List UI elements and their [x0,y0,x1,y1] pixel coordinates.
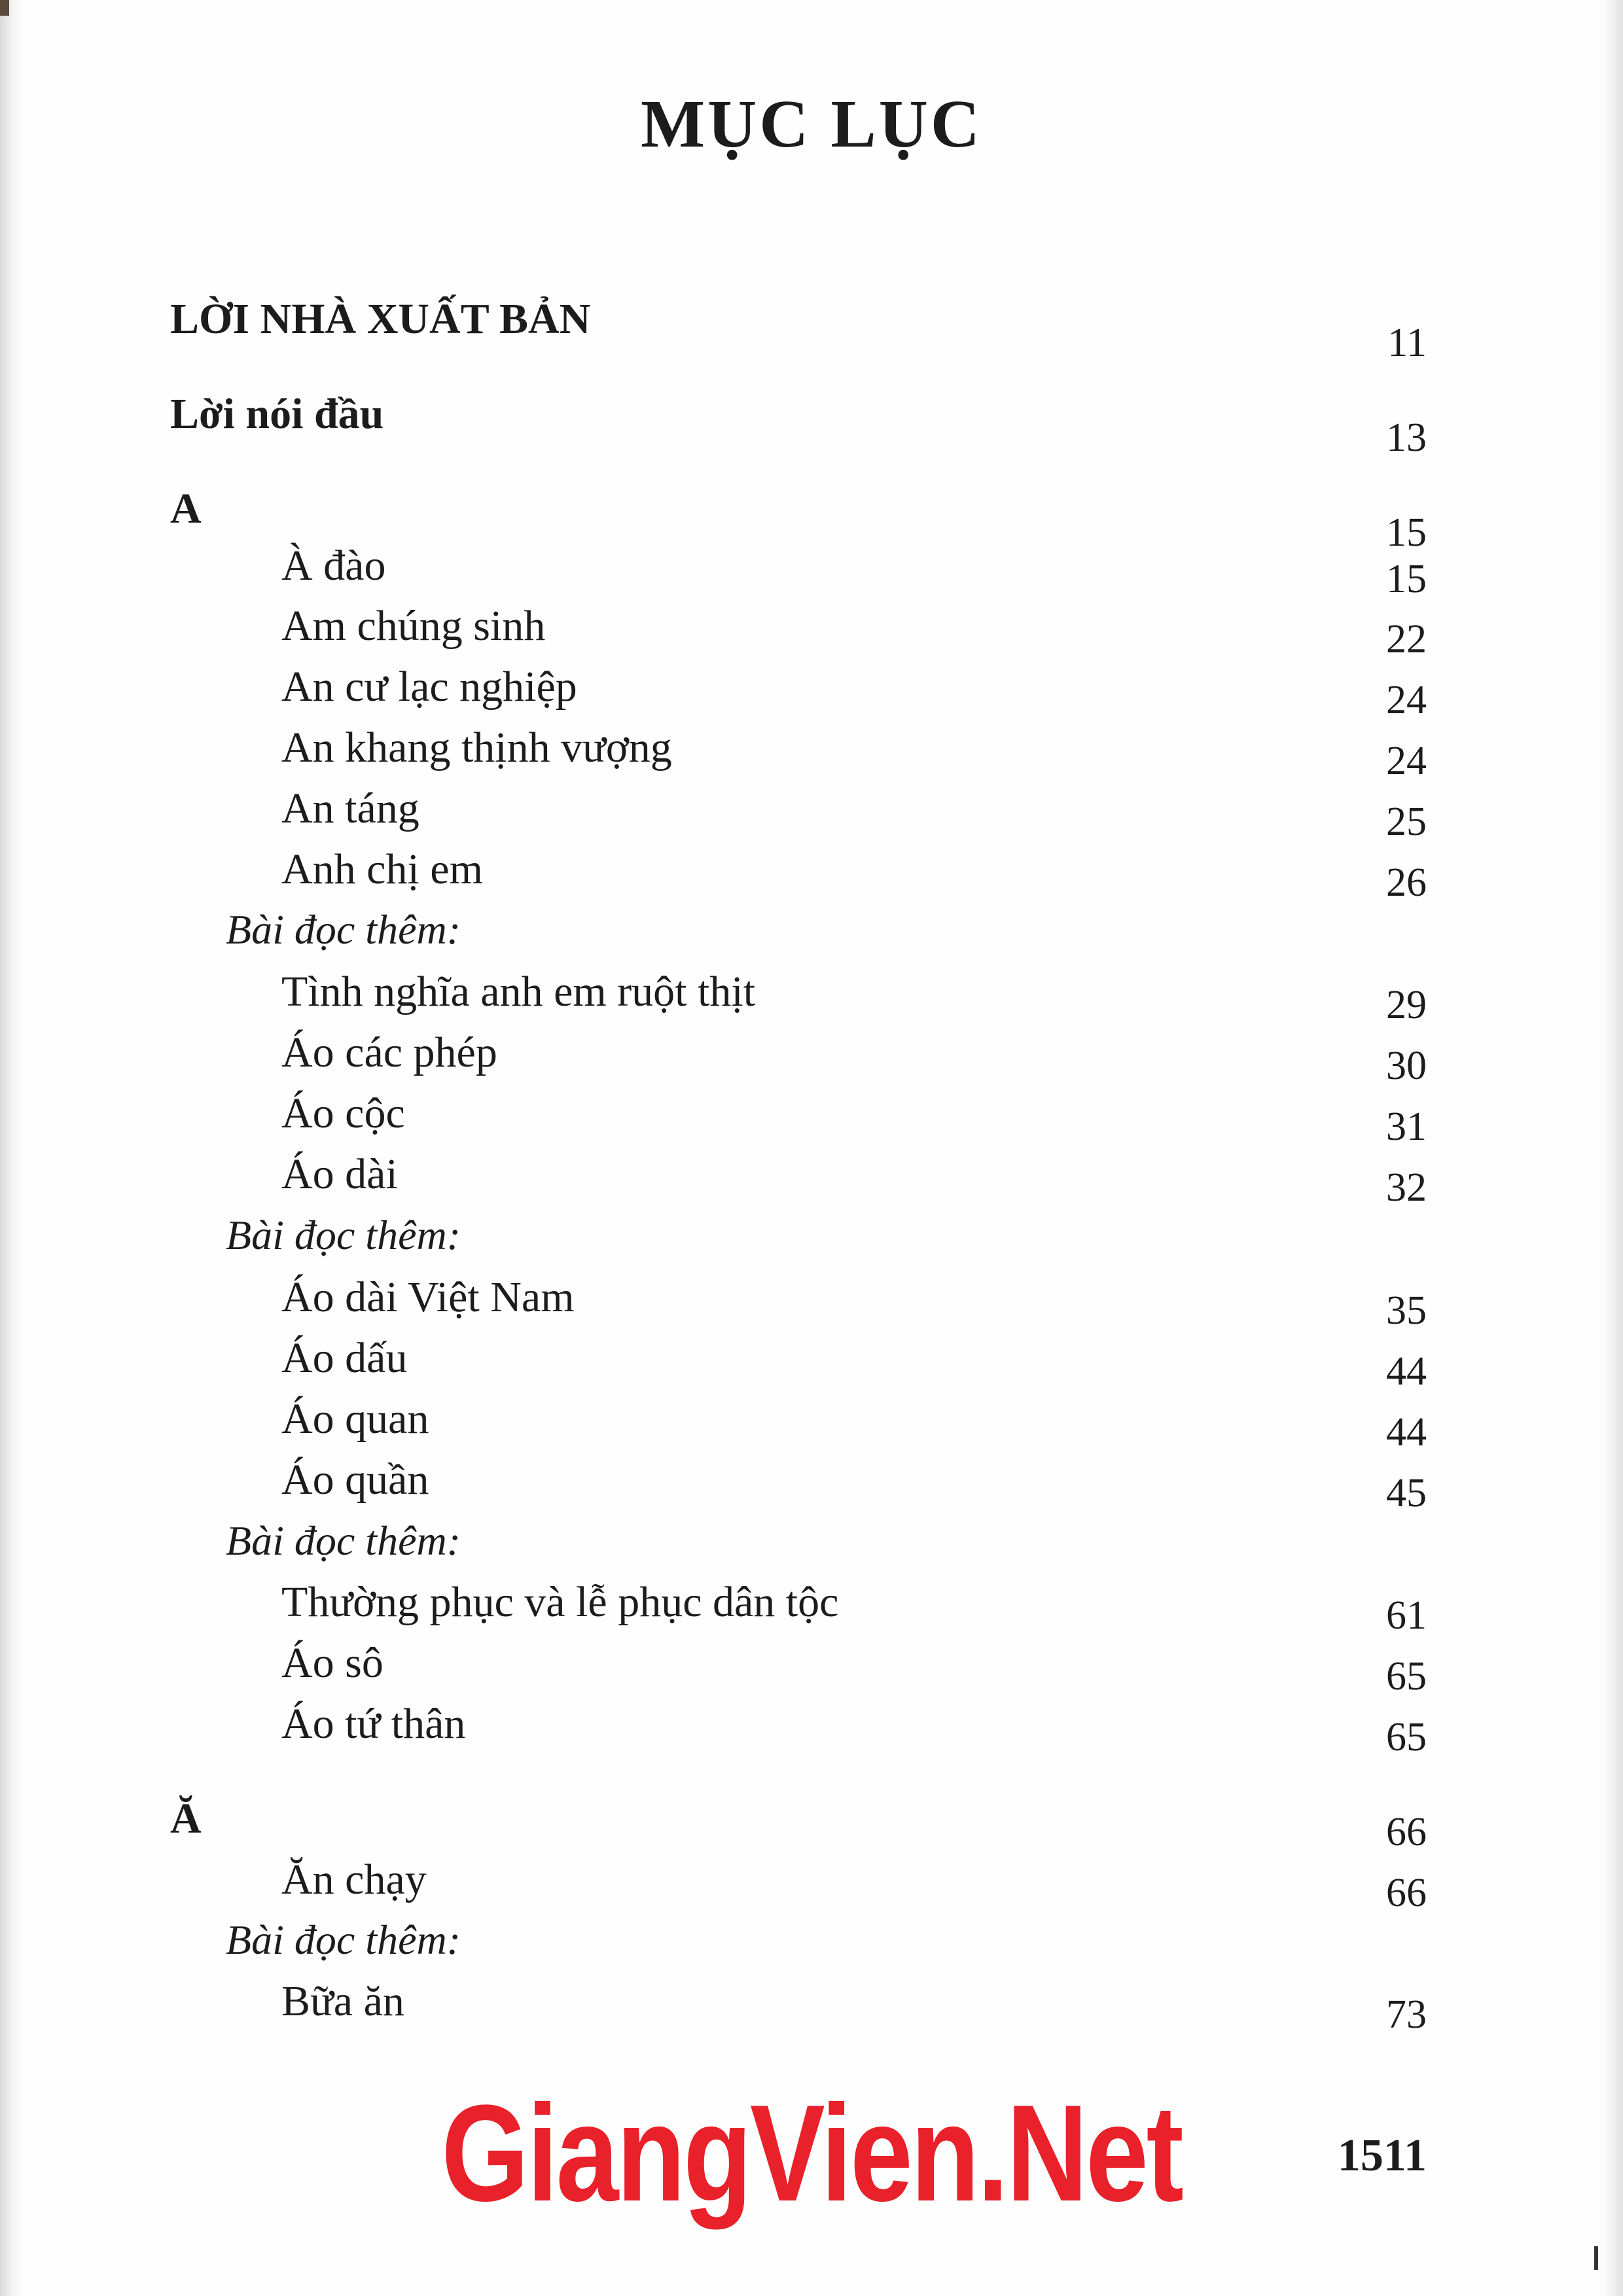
toc-page-number: 31 [1386,1104,1427,1149]
toc-entry-label: Bài đọc thêm: [226,1212,461,1258]
toc-entry-label: Bài đọc thêm: [226,906,461,953]
toc-entry-label: Ă [170,1795,202,1843]
toc-page-number: 13 [1386,415,1427,460]
toc-page-number: 73 [1386,1992,1427,2037]
toc-row [0,1639,1623,1701]
toc-row [0,1273,1623,1335]
toc-row [0,295,1623,365]
toc-page-number: 22 [1386,617,1427,662]
toc-row [0,665,1623,724]
toc-entry-label: À đào [281,542,386,590]
toc-entry-label: Lời nói đầu [170,390,384,438]
watermark-logo: GiangVien.Net [441,2076,1182,2230]
toc-row [0,906,1623,968]
toc-row [0,1334,1623,1396]
toc-row [0,845,1623,907]
toc-page-number: 15 [1386,510,1427,555]
toc-row [0,1089,1623,1151]
toc-page-number: 32 [1386,1165,1427,1210]
toc-entry-label: An khang thịnh vượng [281,724,672,771]
toc-entry-label: Bữa ăn [281,1977,404,2025]
toc-page-number: 15 [1386,557,1427,601]
toc-entry-label: Bài đọc thêm: [226,1916,461,1963]
toc-row [0,1916,1623,1978]
toc-row [0,1150,1623,1212]
toc-entry-label: Tình nghĩa anh em ruột thịt [281,968,756,1016]
toc-row [0,1031,1623,1090]
toc-page-number: 44 [1386,1410,1427,1455]
toc-page-number: 44 [1386,1349,1427,1394]
toc-entry-label: Áo dài Việt Nam [281,1273,575,1321]
toc-entry-label: Áo dấu [281,1334,408,1382]
toc-row [0,1395,1623,1457]
toc-row [0,1797,1623,1856]
toc-entry-label: Áo sô [281,1639,383,1687]
toc-page-number: 66 [1386,1810,1427,1854]
toc-row [0,544,1623,603]
toc-entry-label: Ăn chạy [281,1856,427,1903]
toc-row [0,970,1623,1029]
toc-page-number: 26 [1386,860,1427,905]
toc-row [0,602,1623,663]
toc-page-number: 30 [1386,1044,1427,1088]
page-folio-number: 1511 [1337,2130,1427,2181]
toc-entry-label: Áo cộc [281,1089,405,1137]
toc-entry-label: Áo các phép [281,1029,497,1076]
toc-entry-label: Áo tứ thân [281,1700,466,1748]
toc-row [0,787,1623,846]
toc-page-number: 65 [1386,1654,1427,1699]
toc-entry-label: Thường phục và lễ phục dân tộc [281,1578,839,1626]
toc-entry-label: Áo dài [281,1150,398,1198]
toc-row [0,1858,1623,1917]
toc-entry-label: An táng [281,785,419,832]
toc-page-number: 24 [1386,678,1427,722]
toc-page-number: 66 [1386,1871,1427,1915]
toc-entry-label: Áo quần [281,1456,429,1504]
toc-page-number: 35 [1386,1288,1427,1333]
toc-row [0,1214,1623,1273]
toc-entry-label: LỜI NHÀ XUẤT BẢN [170,295,591,343]
toc-page-number: 11 [1387,321,1427,365]
toc-row [0,1458,1623,1517]
toc-page-number: 45 [1386,1471,1427,1515]
toc-row [0,1700,1623,1761]
toc-entry-label: Am chúng sinh [281,602,546,650]
toc-entry-label: A [170,485,202,533]
toc-page-number: 24 [1386,739,1427,783]
toc-row [0,485,1623,555]
toc-row [0,1578,1623,1640]
toc-entry-label: Bài đọc thêm: [226,1517,461,1564]
toc-row [0,726,1623,785]
toc-page-number: 61 [1386,1593,1427,1638]
toc-page-number: 25 [1386,800,1427,844]
toc-entry-label: Anh chị em [281,845,483,893]
toc-row [0,390,1623,460]
toc-row [0,1517,1623,1579]
page-title: MỤC LỤC [641,86,982,162]
toc-page-number: 29 [1386,983,1427,1027]
toc-entry-label: Áo quan [281,1395,429,1443]
toc-page-number: 65 [1386,1715,1427,1759]
toc-row [0,1977,1623,2039]
toc-entry-label: An cư lạc nghiệp [281,663,577,711]
